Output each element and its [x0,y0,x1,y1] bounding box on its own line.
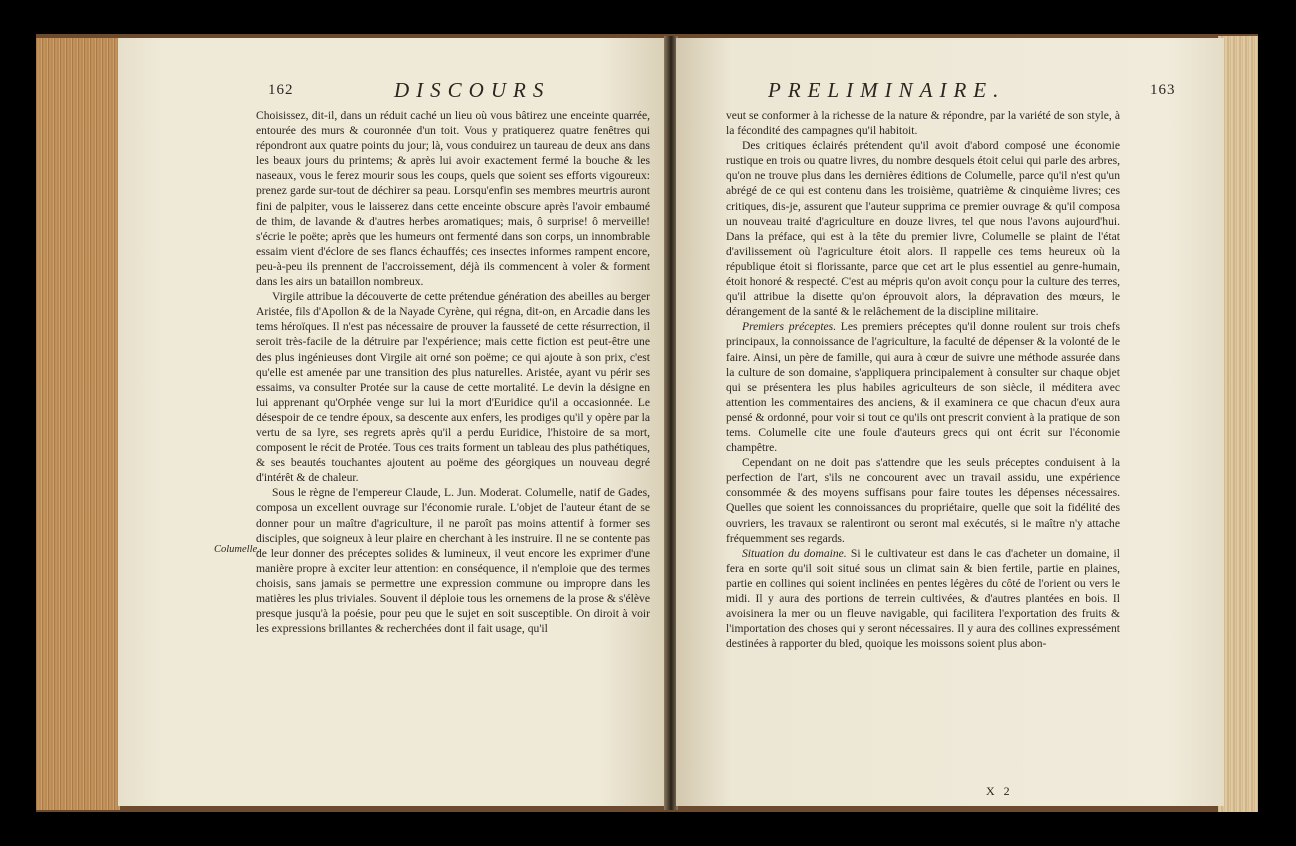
paragraph [726,138,1120,319]
paragraph [726,108,1120,138]
paragraph: Virgile attribue la découverte de cette prétendue génération des abeilles au berger Aristée, fils d'Apollon & de la Nayade Cyrène, qui régna, dit-on, en Arcadie dans les tems héroïques. Il n'est pas nécessaire de prouver la fausseté de cette résurrection, il seroit très-facile de la détruire par l'expérience; mais cette fiction est peut-être une des plus ingénieuses dont Virgile ait orné son poëme; ce qui ajoute à son prix, c'est qu'elle est amenée par une transition des plus naturelles. Aristée, ayant vu périr ses essaims, va consulter Protée sur la cause de cette mortalité. Le devin la désigne en lui apprenant qu'Orphée venge sur lui la mort d'Euridice qu'il a occasionnée. Le désespoir de ce tendre époux, sa descente aux enfers, les prodiges qu'il y opère par la vertu de sa lyre, ses regrets après qu'il a perdu Euridice, l'histoire de sa mort, composent le récit de Protée. Tous ces traits forment un tableau des plus pathétiques, & ses beautés touchantes ajoutent au poëme des géorgiques un nouveau degré d'intérêt & de chaleur. [256,290,650,485]
paragraph-text: Si le cultivateur est dans le cas d'acheter un domaine, il fera en sorte qu'il soit situé sous un climat sain & bien fertile, partie en plaines, partie en collines qui soient inclinées en pentes légères du côté de l'orient ou vers le midi. Il y aura des portions de terrein cultivées, & d'autres plantées en bois. Il avoisinera la mer ou un fleuve navigable, qui facilitera l'exportation des fruits & l'importation des choses qui y seront nécessaires. Il y aura des collines expressément destinées à rapporter du bled, quoique les moissons soient plus abon- [726,546,1120,651]
page-number-right: 163 [1150,82,1176,98]
paragraph-text: veut se conformer à la richesse de la nature & répondre, par la variété de son style, à la fécondité des campagnes qu'il habitoit. [726,109,1120,138]
signature-mark: X 2 [986,784,1013,798]
right-page [676,38,1224,806]
running-head-right: PRELIMINAIRE. [768,78,1006,102]
right-body-text [726,108,1120,651]
section-lead: Premiers préceptes. [742,320,837,334]
left-page [118,38,666,806]
paragraph [726,546,1120,652]
paragraph [726,319,1120,455]
paragraph-text: Des critiques éclairés prétendent qu'il avoit d'abord composé une économie rustique en trois ou quatre livres, du nombre desquels étoit celui qui parle des arbres, qu'on ne trouve plus dans les dernières éditions de Columelle, parce qu'il n'est qu'un abrégé de ce qui est contenu dans les troisième, quatrième & cinquième livres; ces critiques, dis-je, assurent que l'auteur supprima ce premier ouvrage & qu'il composa un nouveau traité d'agriculture en douze livres, tel que nous l'avons aujourd'hui. Dans la préface, qui est à la tête du premier livre, Columelle se plaint de l'état d'avilissement où l'agriculture étoit alors. Il rappelle ces tems heureux où la république étoit si florissante, parce que cet art le plus essentiel au genre-humain, étoit honoré & respecté. C'est au mépris qu'on avoit conçu pour la culture des terres, qu'il attribue la disette qu'on éprouvoit alors, la dépravation des mœurs, le dérangement de la santé & le relâchement de la discipline militaire. [726,139,1120,319]
paragraph [726,455,1120,546]
page-edges-left [36,38,120,810]
paragraph-text: Cependant on ne doit pas s'attendre que les seuls préceptes conduisent à la perfection de l'art, s'ils ne concourent avec un travail assidu, une expérience consommée & des moyens suffisans pour faire toutes les dépenses nécessaires. Quelles que soient les connoissances du propriétaire, quelle que soit la fidélité des ouvriers, les travaux se ralentiront ou seront mal exécutés, si le maître n'y attache fréquemment ses regards. [726,456,1120,545]
page-number-left: 162 [268,82,294,98]
section-lead: Situation du domaine. [742,546,847,560]
running-head-left: DISCOURS [394,78,551,102]
margin-note: Columelle. [214,544,260,555]
page-edges-right [1218,36,1258,812]
paragraph-text: Les premiers préceptes qu'il donne roulent sur trois chefs principaux, la connoissance de l'agriculture, la faculté de dépenser & la volonté de le faire. Ainsi, un père de famille, qui aura à cœur de suivre une méthode assurée dans la culture de son domaine, s'appliquera principalement à consulter sur chaque objet qui se présentera les plus habiles agriculteurs de son siècle, il méditera avec attention les commentaires des anciens, & il examinera ce que chacun d'eux aura pensé & ordonné, pour voir si tout ce qu'ils ont prescrit convient à la pratique de son tems. Columelle cite une foule d'auteurs grecs qui ont écrit sur l'économie champêtre. [726,320,1120,455]
paragraph: Choisissez, dit-il, dans un réduit caché un lieu où vous bâtirez une enceinte quarrée, entourée des murs & couronnée d'un toit. Vous y pratiquerez quatre fenêtres qui répondront aux quatre points du jour; là, vous conduirez un taureau de deux ans dans les beaux jours du printems; & après lui avoir exactement fermé la bouche & les naseaux, vous le ferez mourir sous les coups, quels que soient ses efforts vigoureux: prenez garde sur-tout de déchirer sa peau. Lorsqu'enfin ses membres meurtris auront fini de palpiter, vous le laisserez dans cette enceinte obscure après l'avoir embaumé de thim, de lavande & d'autres herbes aromatiques; mais, ô surprise! ô merveille! s'écrie le poëte; après que les humeurs ont fermenté dans son corps, un innombrable essaim vient d'éclore de ses flancs échauffés; ces insectes informes rampent encore, peu-à-peu ils prennent de l'accroissement, déjà ils commencent à voler & forment dans les airs un bataillon nombreux. [256,109,650,289]
paragraph: Sous le règne de l'empereur Claude, L. Jun. Moderat. Columelle, natif de Gades, composa un excellent ouvrage sur l'économie rurale. L'objet de l'auteur étant de se donner pour un maître d'agriculture, il ne paroît pas moins attentif à former ses disciples, que soigneux à leur plaire en cherchant à les instruire. Il ne se contente pas de leur donner des préceptes solides & lumineux, il veut encore les exprimer d'une manière propre à exciter leur attention: en conséquence, il n'emploie que des termes choisis, sans jamais se permettre une expression commune ou impropre dans les matières les plus triviales. Souvent il déploie tous les ornemens de la prose & s'élève presque jusqu'à la poésie, pour peu que le sujet en soit susceptible. On diroit à voir les expressions brillantes & recherchées dont il fait usage, qu'il [256,486,650,636]
left-body-text [256,108,650,636]
